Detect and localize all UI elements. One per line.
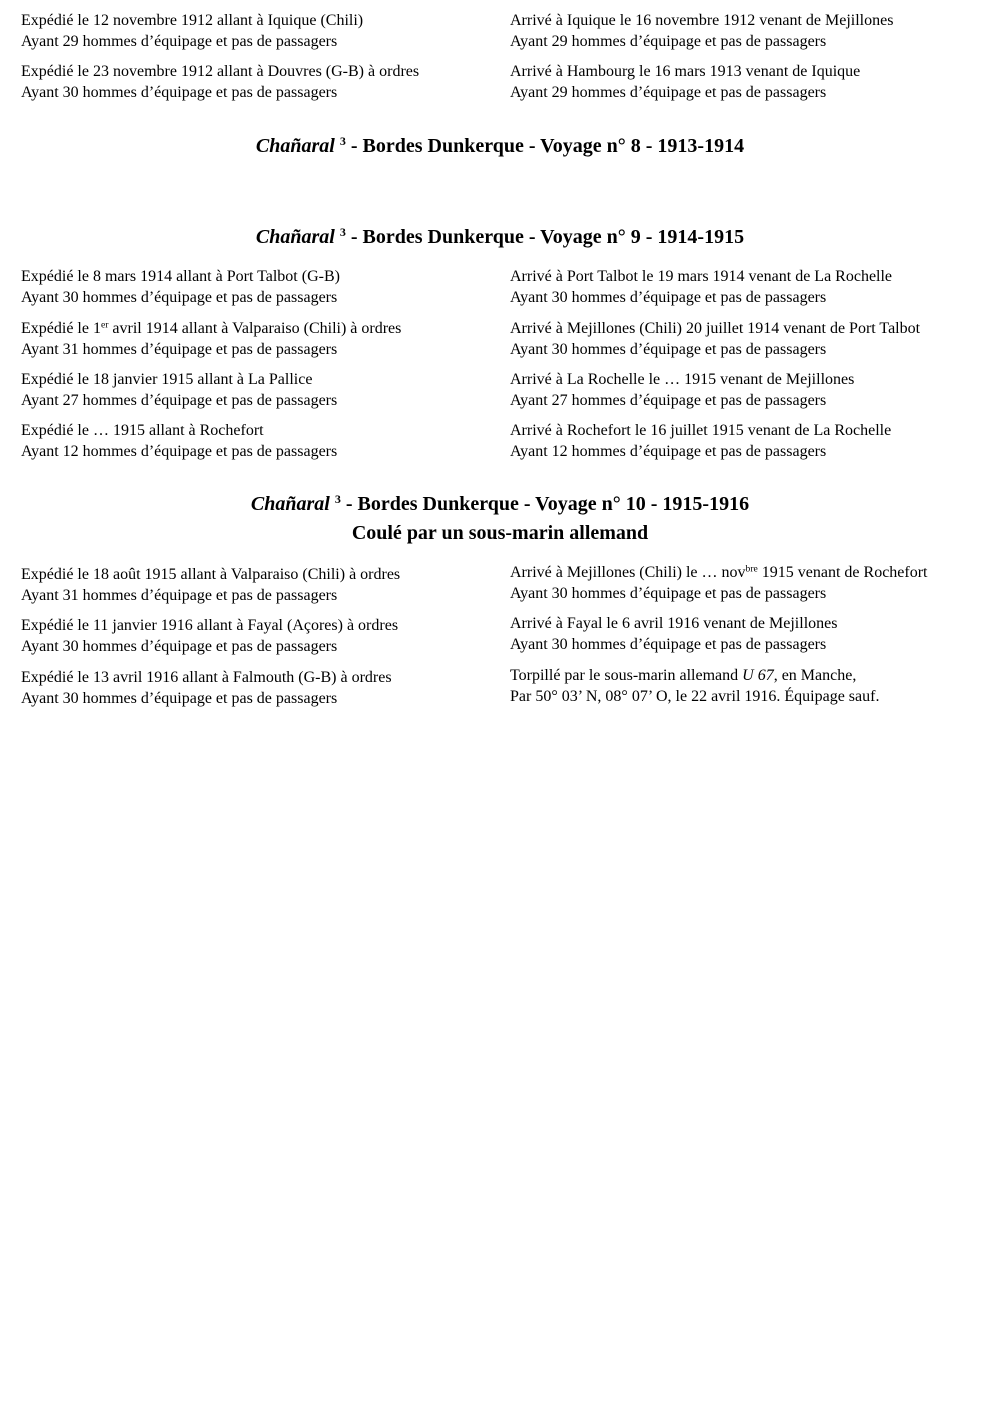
footnote-marker: 3 xyxy=(339,133,346,148)
arrival-text: Arrivé à Iquique le 16 novembre 1912 venant de Mejillones xyxy=(510,12,894,29)
sinking-text-end: , en Manche, xyxy=(773,667,857,684)
crew-text: Ayant 12 hommes d’équipage et pas de passagers xyxy=(21,443,338,460)
arrival-entry xyxy=(510,562,928,604)
departure-text: Expédié le 8 mars 1914 allant à Port Talbot (G-B) xyxy=(21,268,340,285)
arrival-entry xyxy=(510,10,893,52)
arrival-text: Arrivé à Hambourg le 16 mars 1913 venant de Iquique xyxy=(510,63,861,80)
departure-text: Expédié le 18 août 1915 allant à Valparaiso (Chili) à ordres xyxy=(21,566,401,583)
sinking-text xyxy=(510,665,879,686)
voyage-title: - Bordes Dunkerque - Voyage n° 9 - 1914-1915 xyxy=(345,226,745,248)
voyage-title: - Bordes Dunkerque - Voyage n° 10 - 1915-1916 xyxy=(340,493,750,515)
departure-text: Expédié le 18 janvier 1915 allant à La Pallice xyxy=(21,371,313,388)
departure-text-start: Expédié le 1 xyxy=(21,320,101,337)
departure-text-end: avril 1914 allant à Valparaiso (Chili) à ordres xyxy=(108,320,402,337)
crew-text: Ayant 27 hommes d’équipage et pas de passagers xyxy=(21,392,338,409)
arrival-text: Arrivé à La Rochelle le … 1915 venant de Mejillones xyxy=(510,371,855,388)
arrival-entry xyxy=(510,318,920,360)
departure-text xyxy=(21,318,401,339)
footnote-marker: 3 xyxy=(334,491,341,506)
voyage-row xyxy=(0,61,1000,105)
arrival-text-end: 1915 venant de Rochefort xyxy=(757,564,928,581)
sinking-text-start: Torpillé par le sous-marin allemand xyxy=(510,667,743,684)
voyage-row xyxy=(0,420,1000,464)
voyage-row xyxy=(0,369,1000,413)
arrival-entry xyxy=(510,369,854,411)
departure-entry xyxy=(21,420,337,462)
arrival-text-start: Arrivé à Mejillones (Chili) le … nov xyxy=(510,564,746,581)
crew-text: Ayant 29 hommes d’équipage et pas de passagers xyxy=(510,33,827,50)
crew-text: Ayant 30 hommes d’équipage et pas de passagers xyxy=(510,585,827,602)
ship-name: Chañaral xyxy=(250,493,330,515)
crew-text: Ayant 30 hommes d’équipage et pas de passagers xyxy=(21,84,338,101)
crew-text: Ayant 12 hommes d’équipage et pas de passagers xyxy=(510,443,827,460)
submarine-name: U 67 xyxy=(742,667,774,684)
departure-entry xyxy=(21,564,400,606)
ship-name: Chañaral xyxy=(255,226,335,248)
voyage-10-heading xyxy=(0,489,1000,519)
departure-text: Expédié le 13 avril 1916 allant à Falmouth (G-B) à ordres xyxy=(21,669,392,686)
departure-text: Expédié le 23 novembre 1912 allant à Douvres (G-B) à ordres xyxy=(21,63,420,80)
abbreviation-suffix: bre xyxy=(745,563,758,575)
voyage-row xyxy=(0,266,1000,310)
crew-text: Ayant 30 hommes d’équipage et pas de passagers xyxy=(510,341,827,358)
crew-text: Ayant 27 hommes d’équipage et pas de passagers xyxy=(510,392,827,409)
departure-entry xyxy=(21,667,392,709)
crew-text: Ayant 29 hommes d’équipage et pas de passagers xyxy=(21,33,338,50)
arrival-entry xyxy=(510,61,860,103)
arrival-entry xyxy=(510,266,892,308)
position-text: Par 50° 03’ N, 08° 07’ O, le 22 avril 1916. Équipage sauf. xyxy=(510,688,880,705)
departure-entry xyxy=(21,369,337,411)
arrival-text xyxy=(510,562,928,583)
ordinal-suffix: er xyxy=(100,319,109,331)
voyage-title: - Bordes Dunkerque - Voyage n° 8 - 1913-1914 xyxy=(345,135,745,157)
arrival-text: Arrivé à Port Talbot le 19 mars 1914 venant de La Rochelle xyxy=(510,268,893,285)
voyage-8-heading xyxy=(0,131,1000,161)
ship-name: Chañaral xyxy=(255,135,335,157)
voyage-9-heading xyxy=(0,222,1000,252)
voyage-row xyxy=(0,10,1000,54)
voyage-row xyxy=(0,613,1000,657)
departure-text: Expédié le 11 janvier 1916 allant à Fayal (Açores) à ordres xyxy=(21,617,399,634)
arrival-text: Arrivé à Fayal le 6 avril 1916 venant de Mejillones xyxy=(510,615,838,632)
departure-entry xyxy=(21,615,398,657)
crew-text: Ayant 31 hommes d’équipage et pas de passagers xyxy=(21,587,338,604)
crew-text: Ayant 30 hommes d’équipage et pas de passagers xyxy=(21,638,338,655)
departure-entry xyxy=(21,61,419,103)
departure-entry xyxy=(21,266,340,308)
voyage-row xyxy=(0,318,1000,362)
departure-text: Expédié le 12 novembre 1912 allant à Iquique (Chili) xyxy=(21,12,364,29)
crew-text: Ayant 29 hommes d’équipage et pas de passagers xyxy=(510,84,827,101)
footnote-marker: 3 xyxy=(339,224,346,239)
voyage-row xyxy=(0,665,1000,709)
crew-text: Ayant 30 hommes d’équipage et pas de passagers xyxy=(510,289,827,306)
arrival-text: Arrivé à Rochefort le 16 juillet 1915 venant de La Rochelle xyxy=(510,422,892,439)
arrival-entry xyxy=(510,420,891,462)
crew-text: Ayant 30 hommes d’équipage et pas de passagers xyxy=(21,289,338,306)
arrival-entry xyxy=(510,613,837,655)
crew-text: Ayant 30 hommes d’équipage et pas de passagers xyxy=(510,636,827,653)
crew-text: Ayant 30 hommes d’équipage et pas de passagers xyxy=(21,690,338,707)
departure-text: Expédié le … 1915 allant à Rochefort xyxy=(21,422,264,439)
crew-text: Ayant 31 hommes d’équipage et pas de passagers xyxy=(21,341,338,358)
voyage-row xyxy=(0,562,1000,606)
sinking-entry xyxy=(510,665,879,707)
departure-entry xyxy=(21,10,363,52)
departure-entry xyxy=(21,318,401,360)
arrival-text: Arrivé à Mejillones (Chili) 20 juillet 1914 venant de Port Talbot xyxy=(510,320,921,337)
voyage-10-subtitle: Coulé par un sous-marin allemand xyxy=(351,522,649,544)
